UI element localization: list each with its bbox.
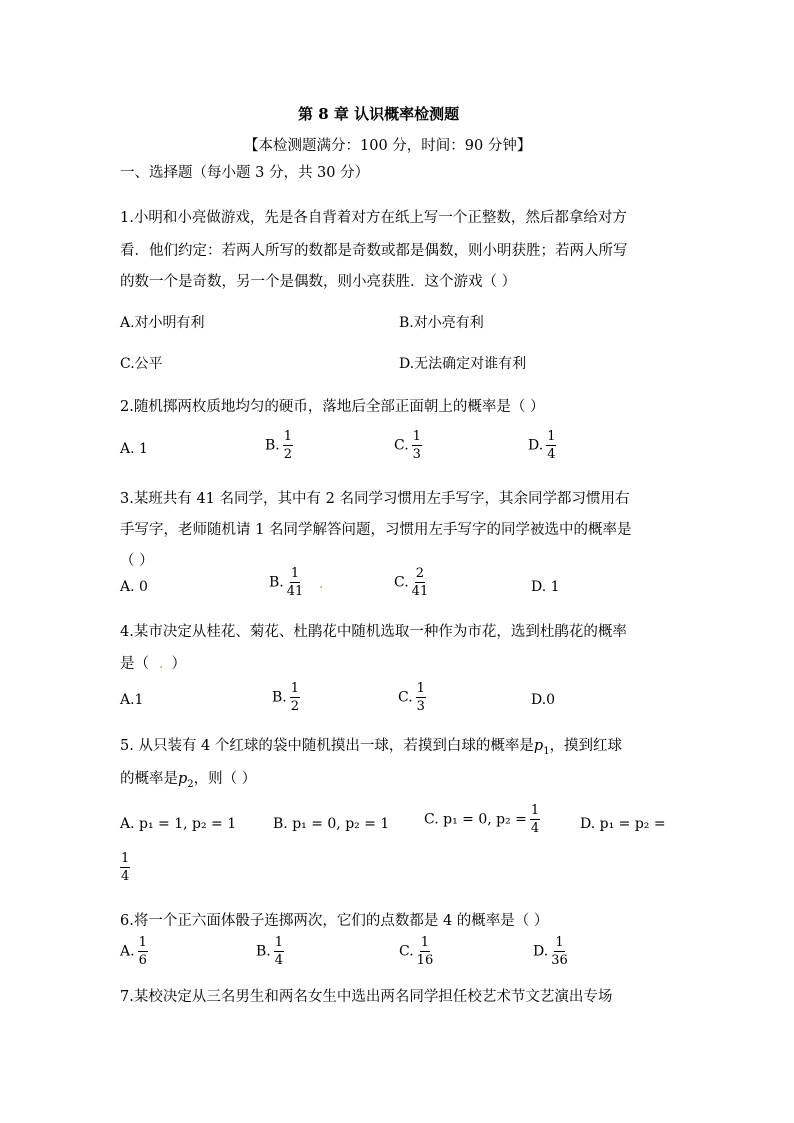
q4-option-b — [272, 682, 300, 713]
denominator: 4 — [547, 447, 556, 462]
q3-option-b-fraction — [287, 567, 304, 598]
stray-mark: . — [159, 656, 164, 672]
q7-line1: 7.某校决定从三名男生和两名女生中选出两名同学担任校艺术节文艺演出专场 — [120, 989, 613, 1005]
q3-line3: （ ） — [120, 553, 154, 569]
q5-option-d-fraction-wrapped — [120, 852, 130, 883]
q4-option-d: D.0 — [531, 692, 556, 708]
denominator: 36 — [551, 953, 568, 968]
q3-option-a: A. 0 — [120, 579, 148, 595]
q6-option-d — [533, 936, 568, 967]
numerator: 1 — [138, 935, 147, 950]
numerator: 1 — [121, 851, 130, 866]
denominator: 41 — [411, 584, 429, 599]
q2-line1: 2.随机掷两枚质地均匀的硬币，落地后全部正面朝上的概率是（ ） — [120, 399, 545, 415]
q5-option-c-label: C. p₁ = 0, p₂ = — [424, 811, 527, 828]
q6-option-d-label: D. — [533, 943, 549, 960]
q1-option-a: A.对小明有利 — [120, 315, 205, 331]
q1-option-c: C.公平 — [120, 356, 163, 372]
q5-line2 — [120, 767, 256, 790]
q4-line1: 4.某市决定从桂花、菊花、杜鹃花中随机选取一种作为市花，选到杜鹃花的概率 — [120, 624, 627, 640]
q5-option-c — [424, 804, 540, 835]
q2-option-c-fraction — [412, 430, 422, 461]
p1-subscript: 1 — [543, 745, 550, 757]
numerator: 1 — [290, 566, 300, 581]
q4-option-a: A.1 — [120, 692, 144, 708]
stray-mark: . — [319, 576, 324, 592]
section-heading: 一、选择题（每小题 3 分，共 30 分） — [120, 165, 370, 181]
q6-option-a-label: A. — [120, 943, 135, 960]
q5-option-d-fraction — [120, 852, 130, 883]
numerator: 1 — [290, 681, 300, 696]
q4-line2-start: 是（ — [120, 656, 149, 672]
denominator: 4 — [274, 953, 284, 968]
denominator: 3 — [416, 699, 425, 714]
q3-option-d: D. 1 — [531, 579, 560, 595]
q6-option-c-fraction — [417, 936, 434, 967]
denominator: 2 — [283, 447, 293, 462]
p1-symbol: p — [533, 738, 544, 754]
q5-option-b: B. p₁ = 0, p₂ = 1 — [273, 816, 390, 832]
q6-option-b — [256, 936, 284, 967]
denominator: 2 — [290, 699, 300, 714]
q3-option-c-fraction — [412, 567, 429, 598]
q4-option-c — [398, 682, 426, 713]
doc-title: 第 8 章 认识概率检测题 — [298, 105, 460, 123]
numerator: 1 — [530, 803, 540, 818]
q4-option-b-label: B. — [272, 689, 287, 706]
q6-option-d-fraction — [551, 936, 568, 967]
q4-line2-end: ） — [171, 656, 186, 672]
q6-option-c-label: C. — [399, 943, 414, 960]
numerator: 1 — [555, 935, 564, 950]
denominator: 3 — [412, 447, 421, 462]
numerator: 1 — [547, 429, 556, 444]
q6-line1: 6.将一个正六面体骰子连掷两次，它们的点数都是 4 的概率是（ ） — [120, 913, 549, 929]
q5-line1-end: ，摸到红球 — [549, 738, 623, 754]
q2-option-b — [265, 430, 293, 461]
q4-option-b-fraction — [290, 682, 300, 713]
q2-option-b-fraction — [283, 430, 293, 461]
q1-option-d: D.无法确定对谁有利 — [399, 356, 527, 372]
numerator: 1 — [416, 681, 425, 696]
q2-option-d-fraction — [546, 430, 556, 461]
doc-info: 【本检测题满分：100 分，时间：90 分钟】 — [244, 138, 532, 154]
q5-option-c-fraction — [530, 804, 540, 835]
q5-line1 — [120, 734, 622, 757]
q6-option-a — [120, 936, 148, 967]
q2-option-c-label: C. — [394, 437, 409, 454]
q6-option-c — [399, 936, 433, 967]
q1-line1: 1.小明和小亮做游戏，先是各自背着对方在纸上写一个正整数，然后都拿给对方 — [120, 210, 627, 226]
q5-option-d: D. p₁ = p₂ = — [580, 816, 666, 832]
numerator: 2 — [415, 566, 425, 581]
q3-option-b — [269, 567, 303, 598]
denominator: 41 — [286, 584, 304, 599]
q6-option-b-fraction — [274, 936, 284, 967]
q3-line1: 3.某班共有 41 名同学，其中有 2 名同学习惯用左手写字，其余同学都习惯用右 — [120, 491, 630, 507]
q2-option-c — [394, 430, 422, 461]
numerator: 1 — [412, 429, 421, 444]
numerator: 1 — [274, 935, 284, 950]
q4-option-c-fraction — [416, 682, 426, 713]
q3-option-c-label: C. — [394, 574, 409, 591]
q5-line1-start: 5. 从只装有 4 个红球的袋中随机摸出一球，若摸到白球的概率是 — [120, 738, 534, 754]
q1-line2: 看．他们约定：若两人所写的数都是奇数或都是偶数，则小明获胜；若两人所写 — [120, 243, 628, 259]
numerator: 1 — [283, 429, 293, 444]
q2-option-d — [528, 430, 556, 461]
q1-line3: 的数一个是奇数，另一个是偶数，则小亮获胜．这个游戏（ ） — [120, 274, 517, 290]
denominator: 16 — [416, 953, 434, 968]
q1-option-b: B.对小亮有利 — [399, 315, 484, 331]
q6-option-b-label: B. — [256, 943, 271, 960]
q2-option-d-label: D. — [528, 437, 544, 454]
q3-option-b-label: B. — [269, 574, 284, 591]
q3-line2: 手写字，老师随机请 1 名同学解答问题，习惯用左手写字的同学被选中的概率是 — [120, 522, 632, 538]
q4-option-c-label: C. — [398, 689, 413, 706]
p2-symbol: p — [178, 771, 188, 787]
p2-subscript: 2 — [187, 778, 194, 790]
denominator: 6 — [138, 953, 147, 968]
numerator: 1 — [420, 935, 430, 950]
q4-line2 — [120, 652, 186, 673]
q5-line2-start: 的概率是 — [120, 771, 178, 787]
q5-option-a: A. p₁ = 1, p₂ = 1 — [120, 816, 237, 832]
denominator: 4 — [530, 821, 540, 836]
q5-line2-end: ，则（ ） — [193, 771, 257, 787]
denominator: 4 — [121, 869, 130, 884]
q2-option-a: A. 1 — [120, 441, 148, 457]
q2-option-b-label: B. — [265, 437, 280, 454]
q6-option-a-fraction — [138, 936, 148, 967]
q3-option-c — [394, 567, 428, 598]
